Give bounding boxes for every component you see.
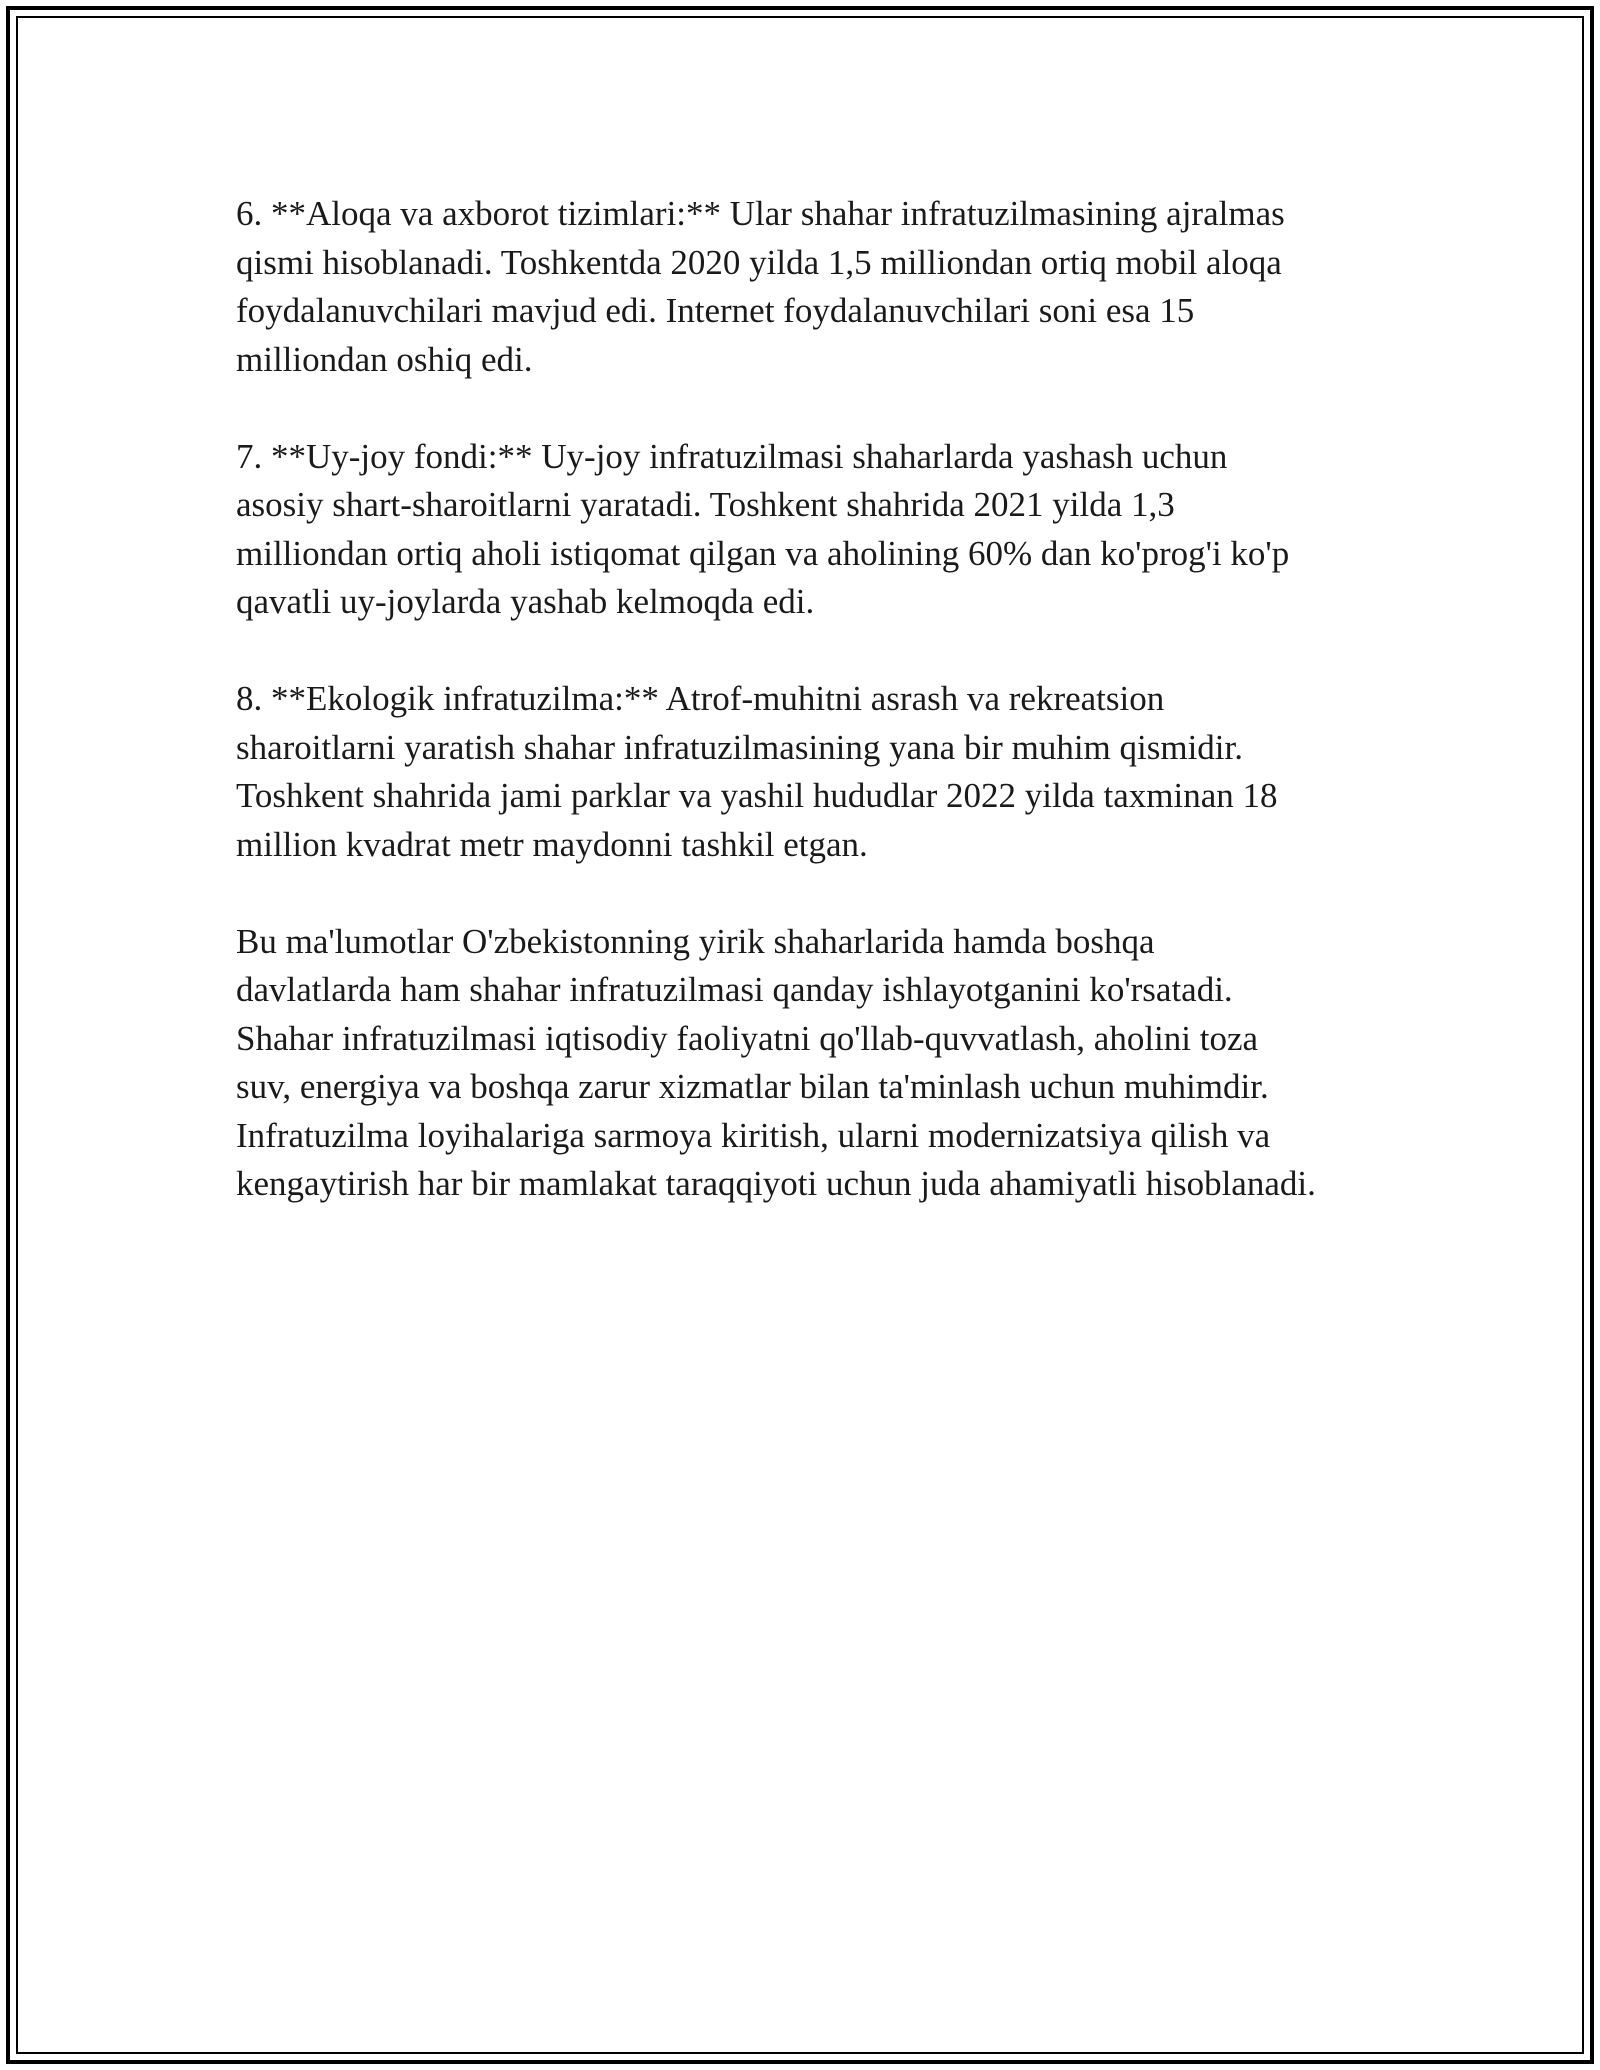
paragraph-ecological-infrastructure: [236, 675, 1386, 869]
text-line: kengaytirish har bir mamlakat taraqqiyoti uchun juda ahamiyatli hisoblanadi.: [236, 1164, 1316, 1203]
text-line: Infratuzilma loyihalariga sarmoya kiritish, ularni modernizatsiya qilish va: [236, 1115, 1271, 1155]
paragraph-conclusion: [236, 918, 1386, 1209]
text-line: 6. **Aloqa va axborot tizimlari:** Ular shahar infratuzilmasining ajralmas: [236, 194, 1285, 233]
text-line: milliondan ortiq aholi istiqomat qilgan va aholining 60% dan ko'prog'i ko'p: [236, 533, 1290, 573]
text-line: 7. **Uy-joy fondi:** Uy-joy infratuzilmasi shaharlarda yashash uchun: [236, 436, 1228, 476]
document-body: [236, 190, 1386, 1257]
text-line: Bu ma'lumotlar O'zbekistonning yirik shaharlarida hamda boshqa: [236, 921, 1155, 961]
text-line: million kvadrat metr maydonni tashkil etgan.: [236, 824, 868, 864]
text-line: suv, energiya va boshqa zarur xizmatlar bilan ta'minlash uchun muhimdir.: [236, 1067, 1269, 1106]
text-line: qismi hisoblanadi. Toshkentda 2020 yilda 1,5 milliondan ortiq mobil aloqa: [236, 242, 1282, 282]
text-line: 8. **Ekologik infratuzilma:** Atrof-muhitni asrash va rekreatsion: [236, 679, 1165, 718]
text-line: sharoitlarni yaratish shahar infratuzilmasining yana bir muhim qismidir.: [236, 727, 1244, 767]
text-line: Toshkent shahrida jami parklar va yashil hududlar 2022 yilda taxminan 18: [236, 776, 1278, 815]
text-line: milliondan oshiq edi.: [236, 339, 533, 379]
paragraph-communication-systems: [236, 190, 1386, 384]
text-line: asosiy shart-sharoitlarni yaratadi. Toshkent shahrida 2021 yilda 1,3: [236, 485, 1175, 524]
text-line: foydalanuvchilari mavjud edi. Internet foydalanuvchilari soni esa 15: [236, 291, 1195, 330]
text-line: Shahar infratuzilmasi iqtisodiy faoliyatni qo'llab-quvvatlash, aholini toza: [236, 1018, 1259, 1058]
text-line: qavatli uy-joylarda yashab kelmoqda edi.: [236, 582, 815, 621]
text-line: davlatlarda ham shahar infratuzilmasi qanday ishlayotganini ko'rsatadi.: [236, 970, 1233, 1009]
paragraph-housing-fund: [236, 433, 1386, 627]
